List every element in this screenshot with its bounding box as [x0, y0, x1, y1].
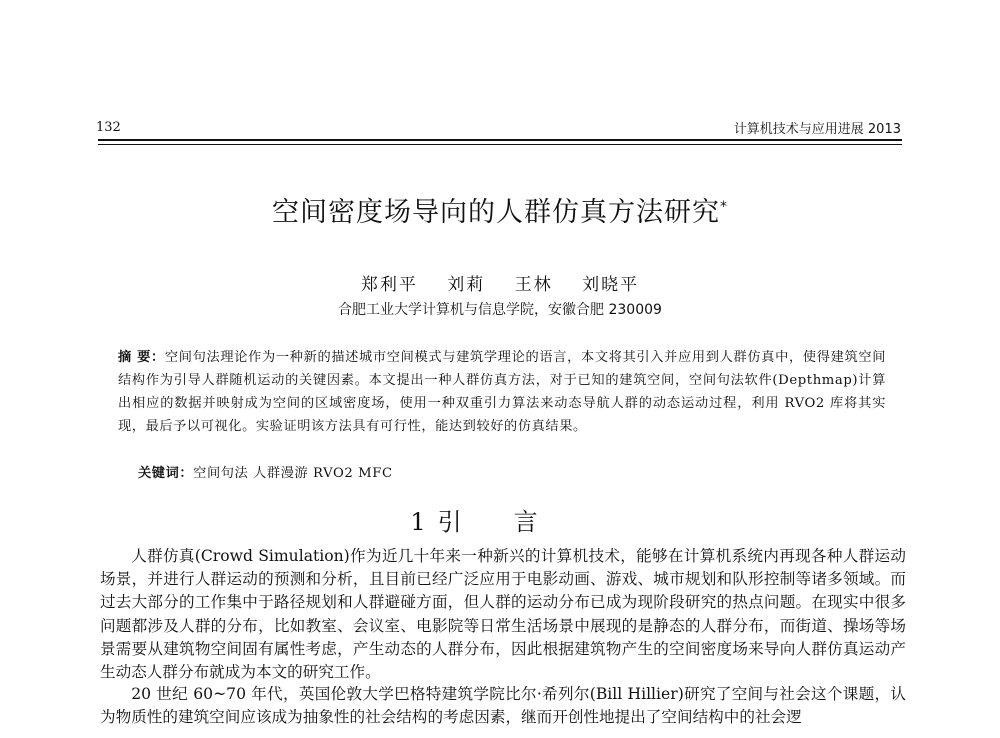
header-rule-thin	[98, 144, 902, 145]
keywords-text: 空间句法 人群漫游 RVO2 MFC	[193, 466, 393, 481]
authors: 郑利平 刘莉 王林 刘晓平	[360, 275, 640, 295]
affiliation: 合肥工业大学计算机与信息学院，安徽合肥 230009	[338, 302, 662, 318]
paper-title	[0, 190, 1000, 229]
title-text: 空间密度场导向的人群仿真方法研究	[272, 197, 720, 228]
abstract	[118, 346, 886, 438]
page-number: 132	[96, 120, 121, 135]
title-footnote-mark: *	[720, 199, 728, 215]
abstract-label: 摘 要：	[118, 350, 165, 365]
section-name: 引言	[437, 508, 590, 536]
keywords-label: 关键词：	[138, 466, 194, 481]
section-heading	[0, 502, 1000, 537]
journal-name: 计算机技术与应用进展 2013	[733, 122, 901, 137]
section-number: 1	[410, 508, 426, 536]
body-paragraph-2: 20 世纪 60~70 年代，英国伦敦大学巴格特建筑学院比尔·希列尔(Bill Hillier)研究了空间与社会这个课题，认为物质性的建筑空间应该成为抽象性的社会结构的考虑因素，继而开创性地提出了空间结构中的社会逻	[100, 685, 906, 727]
body-paragraph-1: 人群仿真(Crowd Simulation)作为近几十年来一种新兴的计算机技术，能够在计算机系统内再现各种人群运动场景，并进行人群运动的预测和分析，且目前已经广泛应用于电影动画、游戏、城市规划和队形控制等诸多领域。而过去大部分的工作集中于路径规划和人群避碰方面，但人群的运动分布已成为现阶段研究的热点问题。在现实中很多问题都涉及人群的分布，比如教室、会议室、电影院等日常生活场景中展现的是静态的人群分布，而街道、操场等场景需要从建筑物空间固有属性考虑，产生动态的人群分布，因此根据建筑物产生的空间密度场来导向人群仿真运动产生动态人群分布就成为本文的研究工作。	[100, 547, 906, 682]
keywords	[138, 462, 393, 481]
abstract-text: 空间句法理论作为一种新的描述城市空间模式与建筑学理论的语言，本文将其引入并应用到人群仿真中，使得建筑空间结构作为引导人群随机运动的关键因素。本文提出一种人群仿真方法，对于已知的建筑空间，空间句法软件(Depthmap)计算出相应的数据并映射成为空间的区域密度场，使用一种双重引力算法来动态导航人群的动态运动过程，利用 RVO2 库将其实现，最后予以可视化。实验证明该方法具有可行性，能达到较好的仿真结果。	[118, 350, 886, 434]
header-rule-thick	[98, 139, 902, 141]
